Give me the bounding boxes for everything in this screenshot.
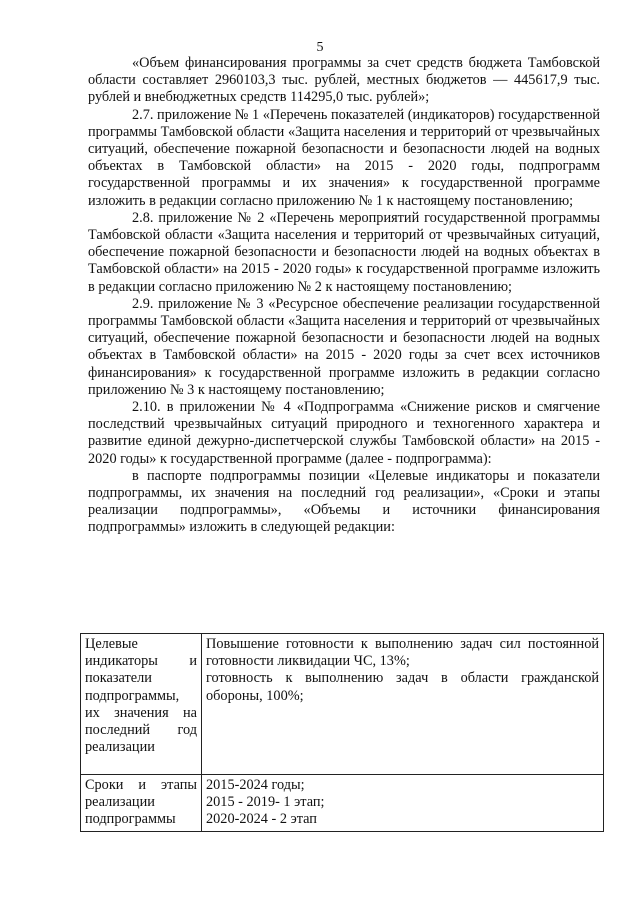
value-line: Повышение готовности к выполнению задач сил постоянной готовности ликвидации ЧС, 13%; xyxy=(206,636,599,670)
table-row xyxy=(81,634,604,775)
document-body xyxy=(88,55,600,537)
paragraph-2-7: 2.7. приложение № 1 «Перечень показателей (индикаторов) государственной программы Тамбовской области «Защита населения и территорий от чрезвычайных ситуаций, обеспечение пожарной безопасности и безопасности людей на водных объектах в Тамбовской области» на 2015 - 2020 годы, подпрограмм государственной программы и их значения» к государственной программе изложить в редакции согласно приложению № 1 к настоящему постановлению; xyxy=(88,106,600,209)
value-line: готовность к выполнению задач в области гражданской обороны, 100%; xyxy=(206,670,599,704)
paragraph-2-8: 2.8. приложение № 2 «Перечень мероприятий государственной программы Тамбовской области «Защита населения и территорий от чрезвычайных ситуаций, обеспечение пожарной безопасности и безопасности людей на водных объектах в Тамбовской области» на 2015 - 2020 годы» к государственной программе изложить в редакции согласно приложению № 2 к настоящему постановлению; xyxy=(88,209,600,295)
table-cell-label: Сроки и этапы реализации подпрограммы xyxy=(81,775,202,832)
table-cell-label: Целевые индикаторы и показатели подпрограммы, их значения на последний год реализации xyxy=(81,634,202,775)
page-number: 5 xyxy=(316,40,324,55)
table-cell-value xyxy=(202,775,604,832)
value-line: 2020-2024 - 2 этап xyxy=(206,811,317,828)
paragraph-financing: «Объем финансирования программы за счет средств бюджета Тамбовской области составляет 2960103,3 тыс. рублей, местных бюджетов — 445617,9 тыс. рублей и внебюджетных средств 114295,0 тыс. рублей»; xyxy=(88,55,600,106)
paragraph-2-10: 2.10. в приложении № 4 «Подпрограмма «Снижение рисков и смягчение последствий чрезвычайных ситуаций природного и техногенного характера и развитие единой дежурно-диспетчерской службы Тамбовской области» на 2015 - 2020 годы» к государственной программе (далее - подпрограмма): xyxy=(88,399,600,467)
paragraph-2-9: 2.9. приложение № 3 «Ресурсное обеспечение реализации государственной программы Тамбовской области «Защита населения и территорий от чрезвычайных ситуаций, обеспечение пожарной безопасности и безопасности людей на водных объектах в Тамбовской области» на 2015 - 2020 годы за счет всех источников финансирования» к государственной программе изложить в редакции согласно приложению № 3 к настоящему постановлению; xyxy=(88,295,600,398)
paragraph-passport-intro: в паспорте подпрограммы позиции «Целевые индикаторы и показатели подпрограммы, их значения на последний год реализации», «Сроки и этапы реализации подпрограммы», «Объемы и источники финансирования подпрограммы» изложить в следующей редакции: xyxy=(88,467,600,536)
value-line: 2015 - 2019- 1 этап; xyxy=(206,794,325,811)
table-cell-value xyxy=(202,634,604,775)
value-line: 2015-2024 годы; xyxy=(206,777,305,793)
passport-table xyxy=(80,633,604,832)
table-row xyxy=(81,775,604,832)
